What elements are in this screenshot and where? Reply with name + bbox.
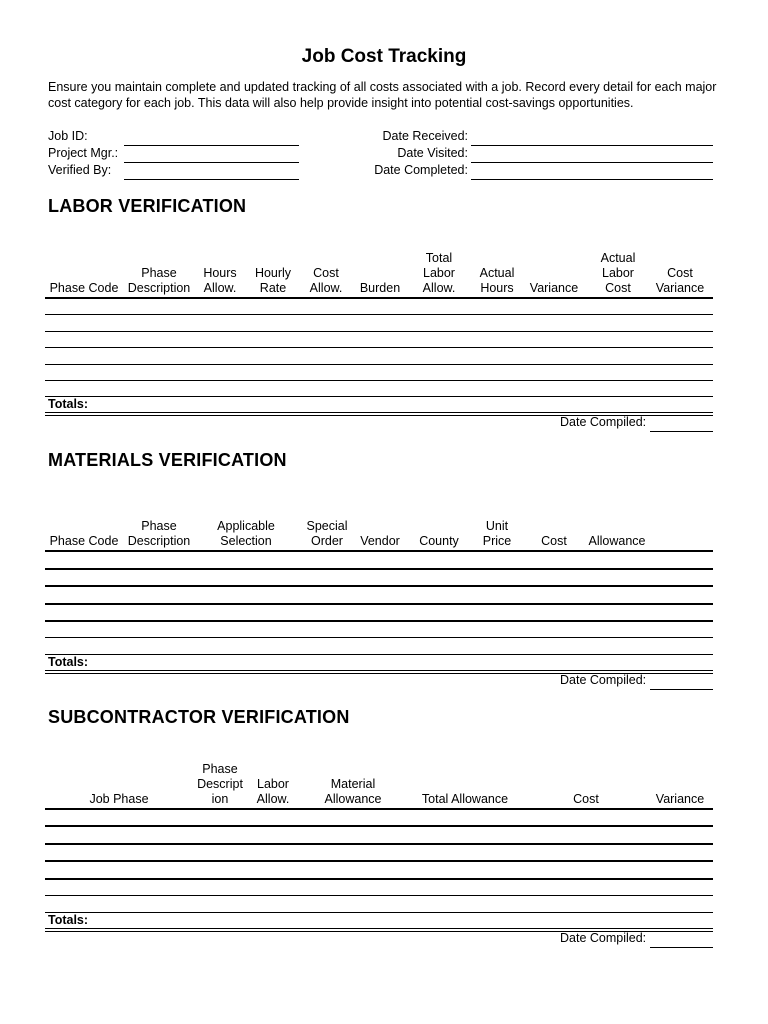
table-row xyxy=(45,878,713,880)
verified-by-label: Verified By: xyxy=(48,163,112,177)
table-row xyxy=(45,825,713,827)
labor-column-header: Cost Allow. xyxy=(309,266,343,295)
table-row xyxy=(45,380,713,381)
table-row xyxy=(45,912,713,913)
date-completed-label: Date Completed: xyxy=(374,163,468,177)
labor-column-header: Phase Description xyxy=(127,266,191,295)
table-row xyxy=(45,620,713,622)
project-mgr-label: Project Mgr.: xyxy=(48,146,119,160)
labor-column-header: Actual Hours xyxy=(479,266,515,295)
labor-header-rule xyxy=(45,297,713,299)
materials-column-header: County xyxy=(419,534,459,548)
subcontractor-header-rule xyxy=(45,808,713,810)
subcontractor-column-header: Job Phase xyxy=(89,792,149,806)
labor-column-header: Variance xyxy=(529,281,579,295)
date-visited-field[interactable] xyxy=(471,162,713,163)
table-row xyxy=(45,603,713,605)
table-row xyxy=(45,314,713,315)
table-row xyxy=(45,843,713,845)
subcontractor-date-compiled-field[interactable] xyxy=(650,947,713,948)
table-row xyxy=(45,568,713,570)
materials-column-header: Special Order xyxy=(306,519,348,548)
labor-column-header: Phase Code xyxy=(49,281,119,295)
table-row xyxy=(45,654,713,655)
materials-column-header: Allowance xyxy=(588,534,646,548)
labor-totals-label: Totals: xyxy=(48,397,89,411)
table-row xyxy=(45,396,713,397)
date-completed-field[interactable] xyxy=(471,179,713,180)
labor-column-header: Cost Variance xyxy=(655,266,705,295)
table-row xyxy=(45,895,713,896)
subcontractor-column-header: Material Allowance xyxy=(324,777,382,806)
materials-header-rule xyxy=(45,550,713,552)
table-row xyxy=(45,585,713,587)
subcontractor-totals-label: Totals: xyxy=(48,913,89,927)
date-received-label: Date Received: xyxy=(382,129,468,143)
date-received-field[interactable] xyxy=(471,145,713,146)
subcontractor-date-compiled-label: Date Compiled: xyxy=(560,931,647,945)
labor-column-header: Hours Allow. xyxy=(203,266,237,295)
materials-column-header: Phase Code xyxy=(49,534,119,548)
table-row xyxy=(45,331,713,332)
table-row xyxy=(45,347,713,348)
materials-column-header: Cost xyxy=(541,534,567,548)
materials-date-compiled-field[interactable] xyxy=(650,689,713,690)
labor-column-header: Actual Labor Cost xyxy=(600,251,636,295)
table-row xyxy=(45,364,713,365)
subcontractor-column-header: Labor Allow. xyxy=(256,777,290,806)
table-row xyxy=(45,637,713,638)
subcontractor-column-header: Variance xyxy=(655,792,705,806)
materials-column-header: Phase Description xyxy=(127,519,191,548)
date-visited-label: Date Visited: xyxy=(397,146,468,160)
subcontractor-column-header: Total Allowance xyxy=(421,792,509,806)
table-row xyxy=(45,860,713,862)
materials-section-heading: MATERIALS VERIFICATION xyxy=(48,450,287,470)
intro-text: Ensure you maintain complete and updated tracking of all costs associated with a job. Record every detail for each major cost category for each job. This data will also help provide insight into potential cost-savings opportunities. xyxy=(48,80,717,110)
labor-column-header: Hourly Rate xyxy=(254,266,292,295)
project-mgr-field[interactable] xyxy=(124,162,299,163)
materials-totals-label: Totals: xyxy=(48,655,89,669)
materials-column-header: Vendor xyxy=(360,534,400,548)
labor-date-compiled-label: Date Compiled: xyxy=(560,415,647,429)
job-id-field[interactable] xyxy=(124,145,299,146)
labor-column-header: Total Labor Allow. xyxy=(422,251,456,295)
materials-date-compiled-label: Date Compiled: xyxy=(560,673,647,687)
labor-section-heading: LABOR VERIFICATION xyxy=(48,196,247,216)
subcontractor-column-header: Cost xyxy=(573,792,599,806)
subcontractor-column-header: Phase Descript ion xyxy=(197,762,243,806)
materials-column-header: Unit Price xyxy=(482,519,512,548)
job-id-label: Job ID: xyxy=(48,129,88,143)
labor-column-header: Burden xyxy=(359,281,401,295)
verified-by-field[interactable] xyxy=(124,179,299,180)
subcontractor-section-heading: SUBCONTRACTOR VERIFICATION xyxy=(48,707,350,727)
page-title: Job Cost Tracking xyxy=(301,46,467,67)
materials-column-header: Applicable Selection xyxy=(217,519,275,548)
labor-date-compiled-field[interactable] xyxy=(650,431,713,432)
